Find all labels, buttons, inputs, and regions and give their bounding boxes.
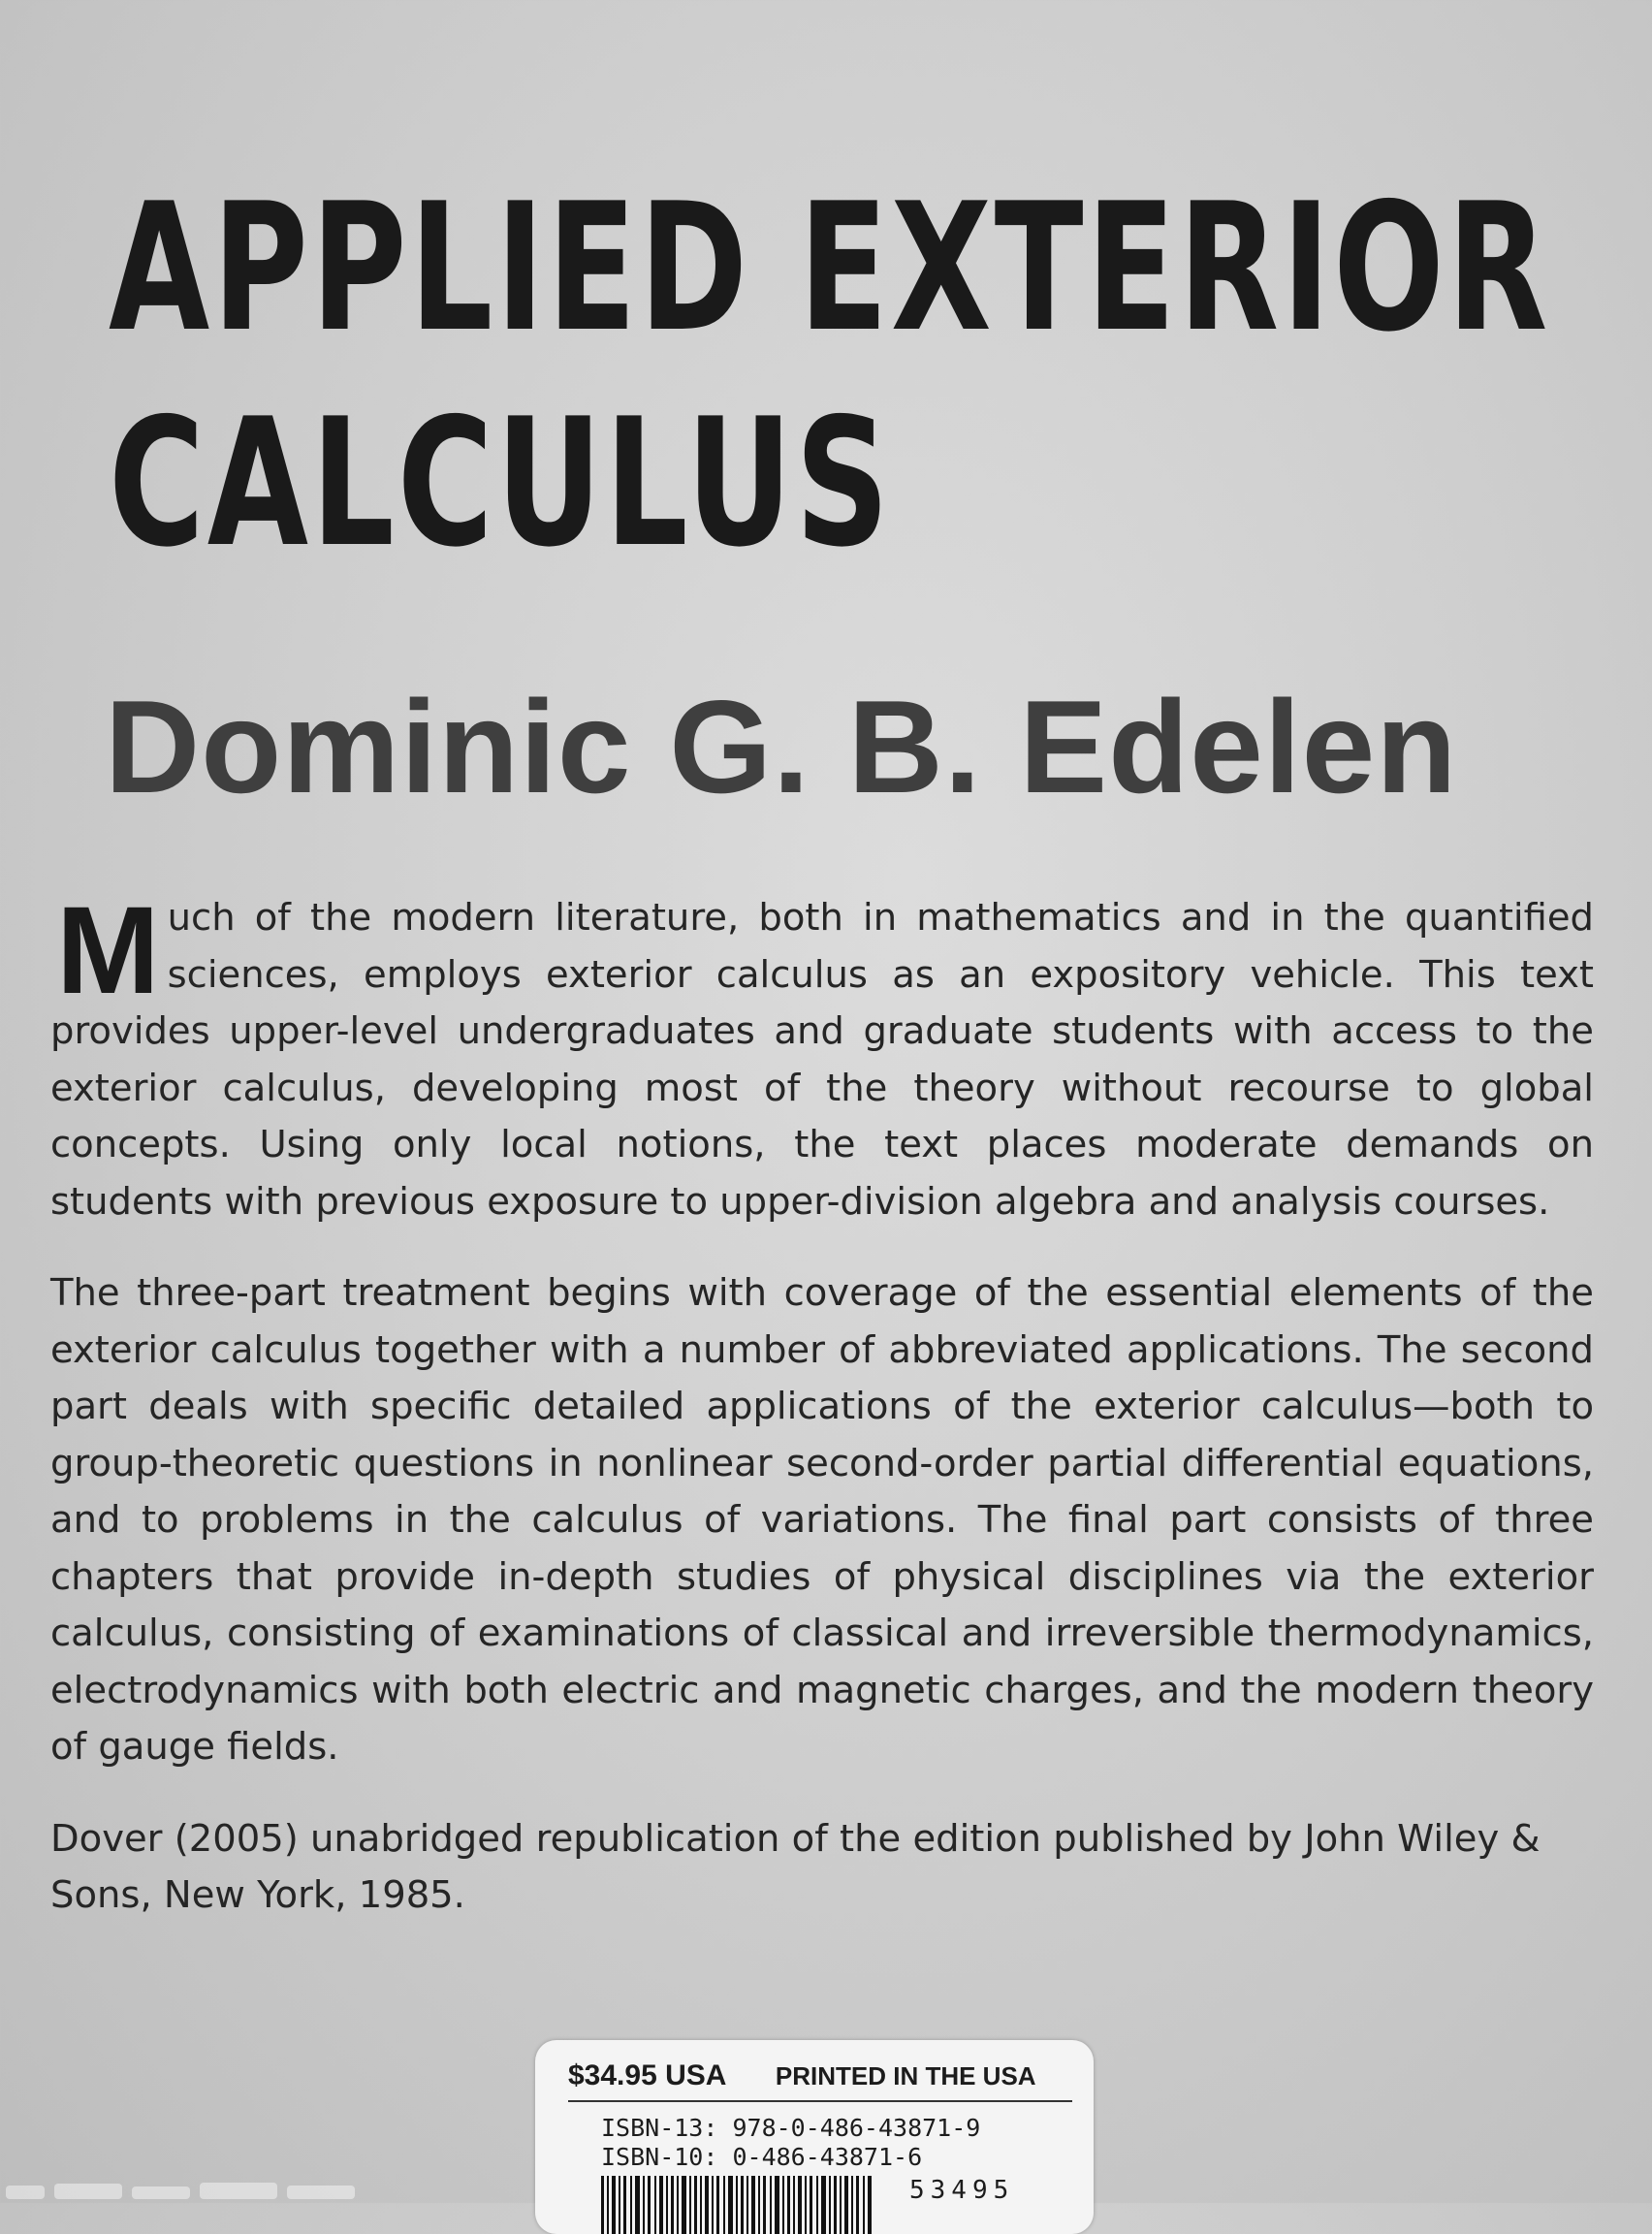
- drop-cap: M: [56, 881, 160, 1020]
- price-label: $34.95 USA: [568, 2059, 727, 2091]
- publication-note: Dover (2005) unabridged republication of the edition published by John Wiley & Sons, New York, 1985.: [50, 1816, 1541, 1917]
- book-author: Dominic G. B. Edelen: [105, 673, 1458, 820]
- book-title-line-1: APPLIED EXTERIOR: [109, 165, 1551, 370]
- book-title: [109, 160, 1551, 590]
- book-title-line-2: CALCULUS: [109, 380, 893, 586]
- book-description: [50, 881, 1594, 1960]
- description-paragraph-1: [50, 881, 1594, 1230]
- description-paragraph-2: The three-part treatment begins with coverage of the essential elements of the exterior calculus together with a number of abbreviated applications. The second part deals with specific detailed applications of the exterior calculus—both to group-theoretic questions in nonlinear second-order partial differential equations, and to problems in the calculus of variations. The final part consists of three chapters that provide in-depth studies of physical disciplines via the exterior calculus, consisting of examinations of classical and irreversible thermodynamics, electrodynamics with both electric and magnetic charges, and the modern theory of gauge fields.: [50, 1271, 1594, 1769]
- isbn-10: ISBN-10: 0-486-43871-6: [601, 2143, 923, 2171]
- price-row: [568, 2059, 1072, 2102]
- printed-in-label: PRINTED IN THE USA: [775, 2061, 1036, 2090]
- blurred-watermark-graphic: [0, 2178, 368, 2203]
- isbn-13: ISBN-13: 978-0-486-43871-9: [601, 2114, 981, 2142]
- barcode-number: 53495: [909, 2176, 1015, 2205]
- description-paragraph-1-text: uch of the modern literature, both in mathematics and in the quantified sciences, employs exterior calculus as an expository vehicle. This text provides upper-level undergraduates and graduate students with access to the exterior calculus, developing most of the theory without recourse to global concepts. Using only local notions, the text places moderate demands on students with previous exposure to upper-division algebra and analysis courses.: [50, 896, 1594, 1224]
- barcode-icon: [601, 2176, 873, 2234]
- price-sticker: [535, 2040, 1094, 2234]
